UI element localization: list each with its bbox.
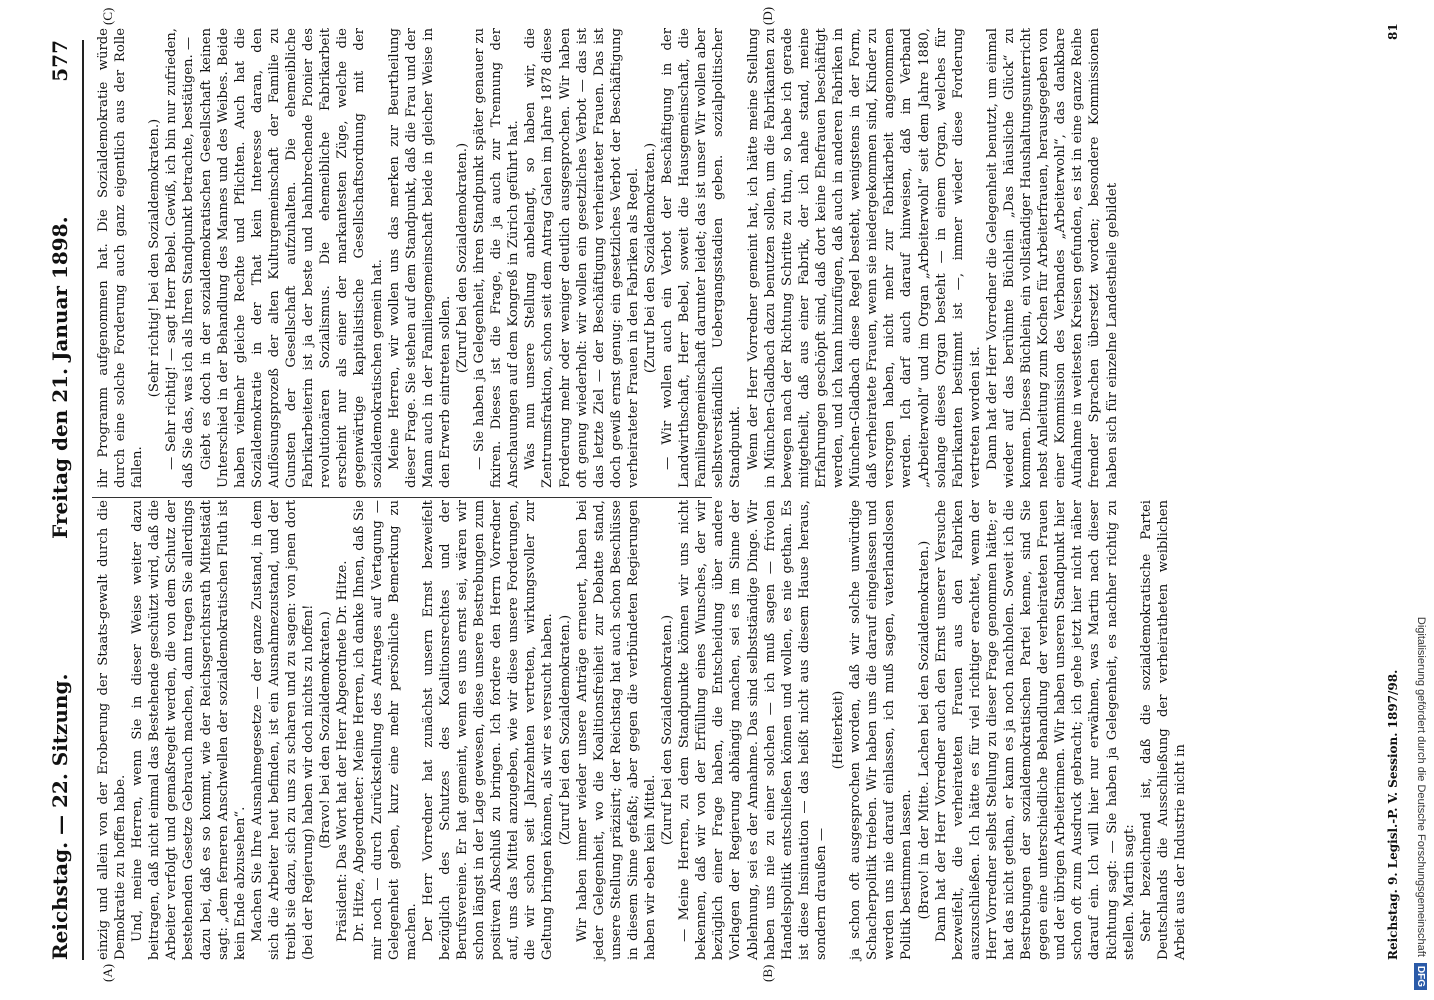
- quote: Sehr bezeichnend ist, daß die sozialdemokratische Partei Deutschlands die Ausschließung der verheiratheten weiblichen Arbeit aus der Industrie nicht in: [1138, 500, 1188, 960]
- paragraph: Dann hat der Herr Vorredner die Gelegenheit benutzt, um einmal wieder auf das berühmte Büchlein „Das häusliche Glück“ zu kommen. Dieses Büchlein, ein vollständiger Haushaltungsunterricht nebst Anleitung zum Kochen für Arbeiterfrauen, herausgegeben von einer Kommission des Verbandes „Arbeiterwohl“, das dankbare Aufnahme in weitesten Kreisen gefunden, es ist in eine ganze Reihe fremder Sprachen übersetzt worden; besondere Kommissionen haben sich für einzelne Landestheile gebildet: [984, 28, 1120, 488]
- header-left: Reichstag. — 22. Sitzung.: [48, 673, 72, 960]
- interjection: (Sehr richtig! bei den Sozialdemokraten.): [147, 118, 163, 398]
- interjection: (Zuruf bei den Sozialdemokraten.): [557, 614, 573, 846]
- left-column: [95, 500, 1189, 960]
- margin-marker-d: (D): [760, 6, 775, 25]
- header-rule: [82, 40, 84, 960]
- paragraph: — Sehr richtig! — sagt Herr Bebel. Gewiß, ich bin nur zufrieden, daß Sie das, was ich als Ihren Standpunkt betrachte, bestätigen. —: [164, 28, 197, 488]
- interjection: (Bravo! bei den Sozialdemokraten.): [318, 611, 334, 849]
- paragraph: Was nun unsere Stellung anbelangt, so haben wir, die Zentrumsfraktion, schon seit dem Antrag Galen im Jahre 1878 diese Forderung mehr oder weniger deutlich ausgesprochen. Wir haben oft genug wiederholt: wir wollen ein gesetzliches Verbot — das ist das letzte Ziel — der Beschäftigung verheirateter Frauen. Das ist doch gewiß ernst genug: ein gesetzliches Verbot der Beschäftigung verheirateter Frauen in den Fabriken als Regel.: [523, 28, 641, 488]
- paragraph: ihr Programm aufgenommen hat. Die Sozialdemokratie würde durch eine solche Forderung auch ganz eigentlich aus der Rolle fallen.: [96, 28, 146, 488]
- watermark-text: Digitalisierung gefördert durch die Deutsche Forschungsgemeinschaft: [1415, 616, 1427, 957]
- paragraph: — Wir wollen auch ein Verbot der Beschäftigung in der Landwirthschaft, Herr Bebel, soweit die Hausgemeinschaft, die Familiengemeinschaft darunter leidet; das ist unser Wir wollen aber selbstverständlich Uebergangsstadien geben. sozialpolitischer Standpunkt.: [660, 28, 744, 488]
- paragraph: Dann hat der Herr Vorredner auch den Ernst unserer Versuche bezweifelt, die verheirateten Frauen aus den Fabriken auszuschließen. Ich hätte es für viel richtiger erachtet, wenn der Herr Vorredner selbst Stellung zu dieser Frage genommen hätte; er hat das nicht gethan, er kann es ja noch nachholen. Soweit ich die Bestrebungen der sozialdemokratischen Partei kenne, sind Sie gegen eine unterschiedliche Behandlung der verheirateten Frauen und der übrigen Arbeiterinnen. Wir haben unseren Standpunkt hier schon oft zum Ausdruck gebracht; ich gehe jetzt hier nicht näher darauf ein. Ich will hier nur erwähnen, was Martin nach dieser Richtung sagt: — Sie haben ja Gelegenheit, es nachher richtig zu stellen. Martin sagt:: [933, 500, 1137, 960]
- paragraph: einzig und allein von der Eroberung der Staats-gewalt durch die Demokratie zu hoffen habe.: [96, 500, 129, 960]
- interjection: (Zuruf bei den Sozialdemokraten.): [454, 142, 470, 374]
- paragraph: — Sie haben ja Gelegenheit, ihren Standpunkt später genauer zu fixiren. Dieses ist die Frage, die ja auch zur Trennung der Anschauungen auf dem Kongreß in Zürich geführt hat.: [472, 28, 522, 488]
- paragraph: ja schon oft ausgesprochen worden, daß wir solche unwürdige Schacherpolitik trieben. Wir haben uns die darauf eingelassen und werden uns nie darauf einlassen, ich muß sagen, vaterlandslosen Politik bestimmen lassen.: [848, 500, 915, 960]
- margin-marker-b: (B): [760, 964, 775, 982]
- header-date: Freitag den 21. Januar 1898.: [48, 216, 72, 539]
- page-footer: Reichstag. 9. Legisl.-P. V. Session. 1897/98.: [1386, 669, 1400, 960]
- paragraph: Machen Sie Ihre Ausnahmegesetze — der ganze Zustand, in dem sich die Arbeiter heut befinden, ist ein Ausnahmezustand, und der treibt sie dazu, sich zu uns zu scharen und zu sagen: von jenen dort (bei der Regierung) haben wir doch nichts zu hoffen!: [249, 500, 317, 960]
- paragraph: Meine Herren, wir wollen uns das merken zur Beurtheilung dieser Frage. Sie stehen auf dem Standpunkt, daß die Frau und der Mann auch in der Familiengemeinschaft beide in gleicher Weise in den Erwerb eintreten sollen.: [386, 28, 453, 488]
- right-column: [95, 28, 1121, 488]
- margin-marker-c: (C): [100, 7, 115, 25]
- paragraph: Dr. Hitze, Abgeordneter: Meine Herren, ich danke Ihnen, daß Sie mir noch — durch Zurückstellung des Antrages auf Vertagung — Gelegenheit geben, kurz eine mehr persönliche Bemerkung zu machen.: [352, 500, 419, 960]
- margin-marker-a: (A): [100, 963, 115, 982]
- paragraph: — Meine Herren, zu dem Standpunkte können wir uns nicht bekennen, daß wir von der Erfüllung eines Wunsches, der wir bezüglich einer Frage haben, die Entscheidung über andere Vorlagen der Regierung abhängig machen, sei es im Sinne der Ablehnung, sei es der Annahme. Das sind selbstständige Dinge. Wir haben uns nie zu einer solchen — ich muß sagen — frivolen Handelspolitik entschließen können und wollen, es nie gethan. Es ist diese Insinuation — das heißt nicht aus diesem Hause heraus, sondern draußen —: [677, 500, 829, 960]
- page-number: 577: [48, 40, 72, 82]
- paragraph: Der Herr Vorredner hat zunächst unsern Ernst bezweifelt bezüglich des Schutzes des Koalitionsrechtes und der Berufsvereine. Er hat gemeint, wenn es uns ernst sei, wären wir schon längst in der Lage gewesen, diese unsere Bestrebungen zum positiven Abschluß zu bringen. Ich fordere den Herrn Vorredner auf, uns das Mittel anzugeben, wie wir diese unsere Forderungen, die wir schon seit Jahrzehnten vertreten, wirkungsvoller zur Geltung bringen können, als wir es versucht haben.: [420, 500, 556, 960]
- interjection: (Heiterkeit): [831, 690, 847, 770]
- column-divider: [92, 497, 712, 498]
- paragraph: Wenn der Herr Vorredner gemeint hat, ich hätte meine Stellung in München-Gladbach dazu benutzen sollen, um die Fabrikanten zu bewegen nach der Richtung Schritte zu thun, so habe ich gerade mitgetheilt, daß aus einer Fabrik, der ich nahe stand, meine Erfahrungen geschöpft sind, daß dort keine Ehefrauen beschäftigt werden, und ich kann hinzufügen, daß auch in anderen Fabriken in München-Gladbach diese Regel besteht, wenigstens in der Form, daß verheiratete Frauen, wenn sie niedergekommen sind, Kinder zu versorgen haben, nicht mehr zur Fabrikarbeit angenommen werden. Ich darf auch darauf hinweisen, daß im Verband „Arbeiterwohl“ und im Organ „Arbeiterwohl“ seit dem Jahre 1880, solange dieses Organ besteht — in einem Organ, welches für Fabrikanten bestimmt ist —, immer wieder diese Forderung vertreten worden ist.: [745, 28, 983, 488]
- sheet-signature: 81: [1386, 23, 1400, 40]
- dfg-logo: DFG: [1415, 963, 1428, 990]
- interjection: (Zuruf bei den Sozialdemokraten.): [660, 614, 676, 846]
- paragraph: Und, meine Herren, wenn Sie in dieser Weise weiter dazu beitragen, daß nicht einmal das Bestehende geschützt wird, daß die Arbeiter verfolgt und gemaßregelt werden, die von dem Schutz der bestehenden Gesetze Gebrauch machen, dann tragen Sie allerdings dazu bei, daß es so kommt, wie der Reichsgerichtsrath Mittelstädt sagt: „dem ferneren Anschwellen der sozialdemokratischen Fluth ist kein Ende abzusehen“.: [130, 500, 248, 960]
- interjection: (Bravo! in der Mitte. Lachen bei den Sozialdemokraten.): [916, 540, 932, 920]
- paragraph: Präsident: Das Wort hat der Herr Abgeordnete Dr. Hitze.: [335, 560, 351, 942]
- quote: Giebt es doch in der sozialdemokratischen Gesellschaft keinen Unterschied in der Behandlung des Mannes und des Weibes. Beide haben vielmehr gleiche Rechte und Pflichten. Auch hat die Sozialdemokratie in der That kein Interesse daran, den Auflösungsprozeß der alten Kulturgemeinschaft der Familie zu Gunsten der Gesellschaft aufzuhalten. Die ehemeibliche Fabrikarbeiterin ist ja der beste und bahnbrechende Pionier des revolutionären Sozialismus. Die ehemeibliche Fabrikarbeit erscheint nur als einer der markantesten Züge, welche die gegenwärtige kapitalistische Gesellschaftsordnung mit der sozialdemokratischen gemein hat.: [198, 28, 385, 488]
- digitization-watermark: [1412, 10, 1430, 990]
- page-header: [40, 40, 80, 960]
- paragraph: Wir haben immer wieder unsere Anträge erneuert, haben bei jeder Gelegenheit, wo die Koalitionsfreiheit zur Debatte stand, unsere Stellung präzisirt; der Reichstag hat auch schon Beschlüsse in diesem Sinne gefaßt; aber gegen die verbündeten Regierungen haben wir eben kein Mittel.: [574, 500, 658, 960]
- interjection: (Zuruf bei den Sozialdemokraten.): [643, 142, 658, 374]
